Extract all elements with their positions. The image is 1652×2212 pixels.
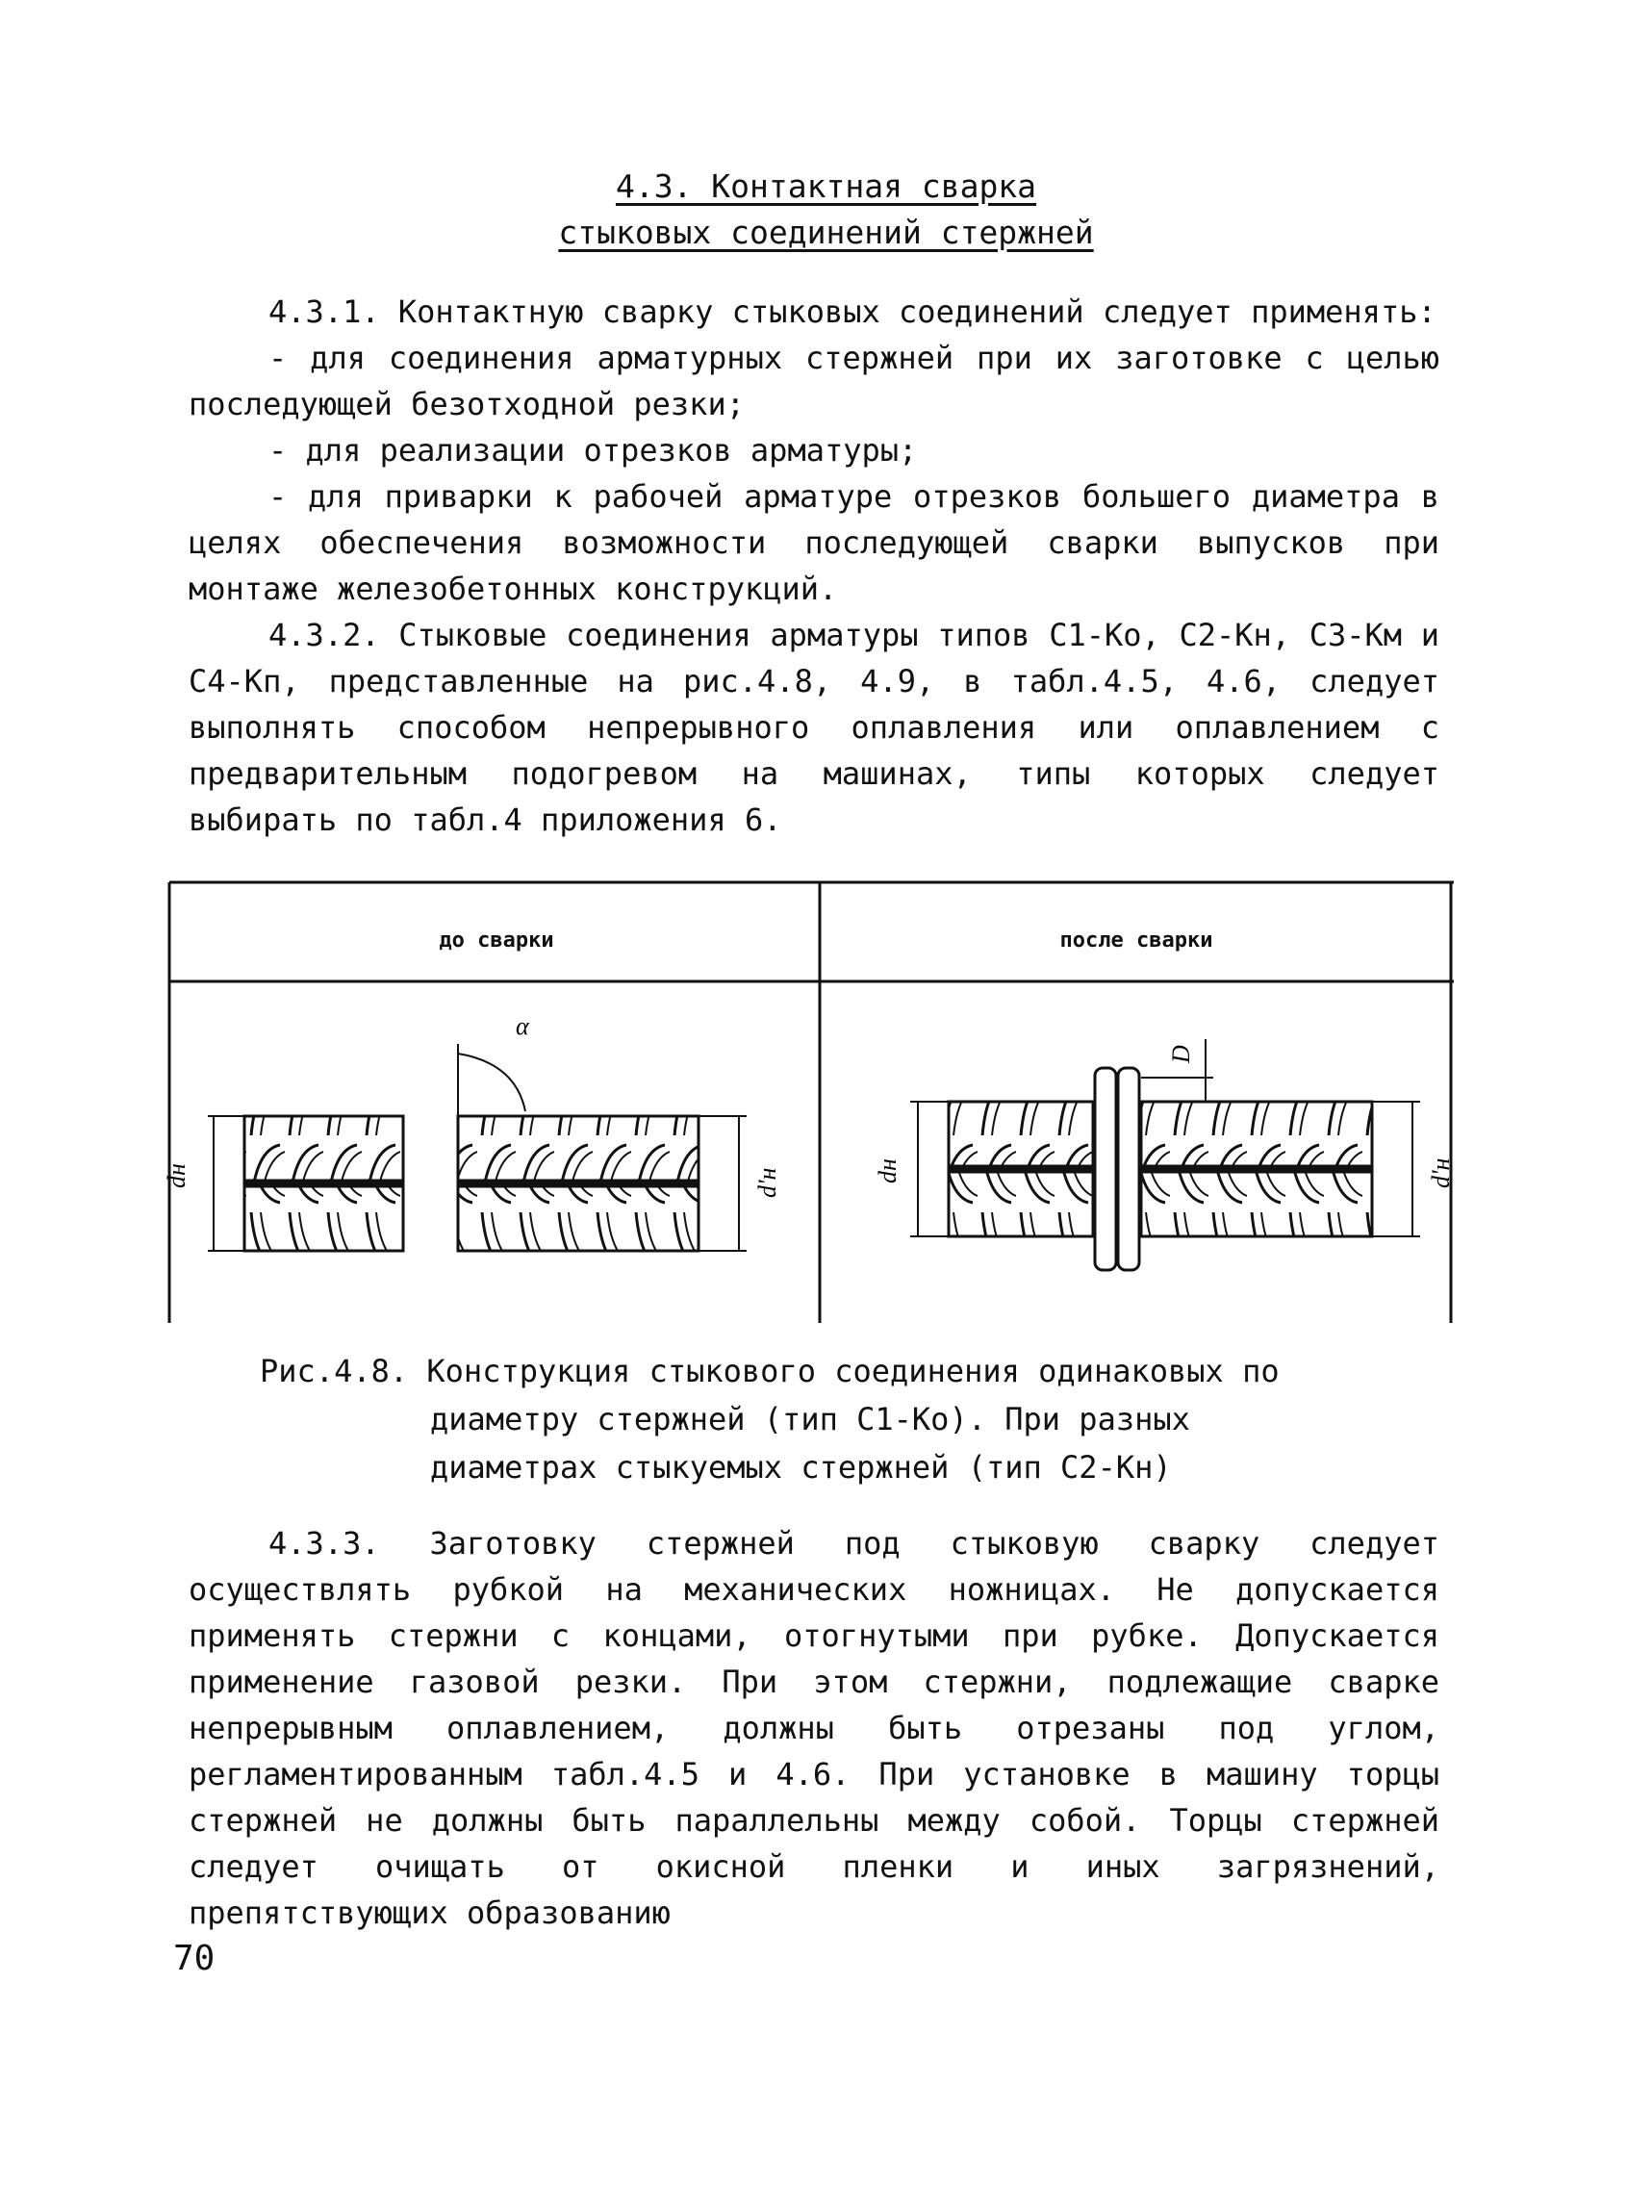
label-dn-prime-left: d'н	[753, 1167, 781, 1198]
bar-after-welded	[910, 1039, 1420, 1270]
list-item-2: - для реализации отрезков арматуры;	[268, 432, 918, 469]
column-header-before: до сварки	[439, 928, 554, 953]
body-text-bottom	[189, 1520, 1439, 1936]
label-alpha: α	[516, 1012, 529, 1040]
paragraph-4-3-1: 4.3.1. Контактную сварку стыковых соединений следует применять:	[268, 293, 1436, 330]
paragraph-4-3-2: 4.3.2. Стыковые соединения арматуры типов С1-Ко, С2-Кн, С3-Км и С4-Кп, представленные на рис.4.8, 4.9, в табл.4.5, 4.6, следует выполнять способом непрерывного оплавления или оплавлением с предварительным подогревом на машинах, типы которых следует выбирать по табл.4 приложения 6.	[189, 617, 1439, 838]
body-text-top	[189, 289, 1439, 843]
caption-line3: диаметрах стыкуемых стержней (тип С2-Кн)	[430, 1449, 1172, 1486]
paragraph-4-3-3: 4.3.3. Заготовку стержней под стыковую сварку следует осуществлять рубкой на механических ножницах. Не допускается применять стержни с концами, отогнутыми при рубке. Допускается применение газовой резки. При этом стержни, подлежащие сварке непрерывным оплавлением, должны быть отрезаны под углом, регламентированным табл.4.5 и 4.6. При установке в машину торцы стержней не должны быть параллельны между собой. Торцы стержней следует очищать от окисной пленки и иных загрязнений, препятствующих образованию	[189, 1525, 1439, 1931]
label-dn-prime-right: d'н	[1427, 1157, 1455, 1188]
list-item-3: - для приварки к рабочей арматуре отрезков большего диаметра в целях обеспечения возможности последующей сварки выпусков при монтаже железобетонных конструкций.	[189, 478, 1439, 607]
label-D: D	[1167, 1045, 1195, 1063]
section-title-line1: 4.3. Контактная сварка	[615, 167, 1037, 205]
page-number: 70	[173, 1939, 216, 1978]
figure-4-8	[163, 871, 1455, 1323]
label-dn-left: dн	[163, 1163, 191, 1188]
caption-line1: Рис.4.8. Конструкция стыкового соединения одинаковых по	[260, 1353, 1280, 1389]
list-item-1: - для соединения арматурных стержней при их заготовке с целью последующей безотходной резки;	[189, 340, 1439, 422]
column-header-after: после сварки	[1059, 928, 1213, 953]
bar-before-left	[208, 1116, 403, 1251]
caption-line2: диаметру стержней (тип С1-Ко). При разных	[430, 1401, 1190, 1437]
label-dn-right: dн	[874, 1158, 902, 1183]
bar-before-right	[458, 1044, 747, 1251]
section-title-line2: стыковых соединений стержней	[558, 214, 1094, 251]
figure-caption	[260, 1347, 1318, 1491]
